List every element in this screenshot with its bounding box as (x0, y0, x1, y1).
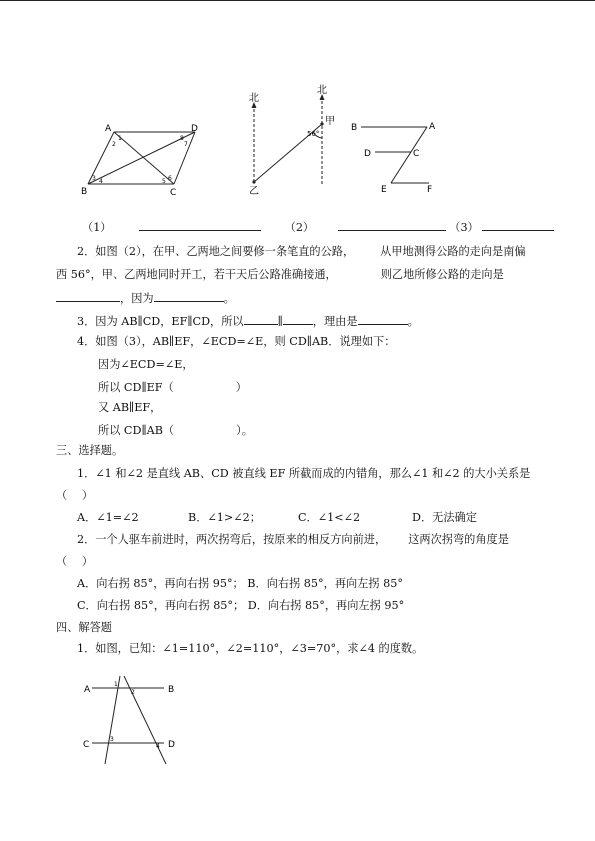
s4-q1-text: 1．如图，已知：∠1=110°，∠2=110°，∠3=70°，求∠4 的度数。 (77, 642, 424, 655)
figure-parallelogram (78, 118, 208, 198)
z-vertex-f-label: F (427, 185, 433, 195)
vertex-a-label: A (105, 124, 112, 134)
q4-step-2-text: 所以 CD∥EF（ (98, 381, 174, 394)
q4-title: 4．如图（3），AB∥EF，∠ECD=∠E，则 CD∥AB．说理如下： (77, 335, 396, 348)
line-a-label: A (84, 685, 91, 695)
q3-text-a: 3．因为 AB∥CD，EF∥CD，所以 (77, 315, 244, 328)
q4-step-2-close: ） (235, 381, 247, 394)
t-angle-4-label: 4 (156, 743, 160, 750)
s3-q2-options-ab[interactable]: A．向右拐 85°，再向右拐 95°； B．向右拐 85°，再向左拐 85° (77, 577, 403, 590)
s3-q1-option-d[interactable]: D．无法确定 (412, 511, 477, 524)
q2-text-2b: 则乙地所修公路的走向是 (380, 268, 504, 281)
s3-q2-options-cd[interactable]: C．向右拐 85°，再向右拐 85°； D．向右拐 85°，再向左拐 95° (77, 599, 405, 612)
q2-blank-reason[interactable] (154, 290, 224, 302)
q4-step-3: 又 AB∥EF， (98, 401, 162, 414)
q2-line-1 (77, 245, 526, 259)
q2-blank-direction[interactable] (56, 290, 120, 302)
q3-text-parallel: ∥ (277, 315, 283, 328)
line-c-label: C (83, 740, 90, 750)
point-yi-label: 乙 (249, 186, 259, 197)
s3-q2-text-a: 2．一个人驱车前进时，两次拐弯后，按原来的相反方向前进， (77, 533, 387, 546)
line-d-label: D (168, 740, 175, 750)
q2-text-1b: 从甲地测得公路的走向是南偏 (380, 245, 526, 258)
vertex-d-label: D (191, 124, 198, 134)
q4-step-4-text: 所以 CD∥AB（ (98, 424, 175, 437)
q3-line (77, 313, 419, 329)
q2-line-2 (56, 268, 504, 282)
q3-blank-3[interactable] (358, 313, 408, 325)
s3-q1-option-b[interactable]: B．∠1>∠2； (188, 511, 261, 524)
answer-label-1: （1） (82, 221, 112, 234)
angle-5-label: 5 (162, 178, 166, 185)
point-jia-label: 甲 (325, 116, 335, 127)
q4-step-2 (98, 379, 247, 395)
q4-step-4 (98, 422, 253, 438)
angle-4-label: 4 (99, 178, 103, 185)
q2-text-1a: 2．如图（2），在甲、乙两地之间要修一条笔直的公路， (77, 245, 355, 258)
z-vertex-e-label: E (381, 185, 387, 195)
angle-3-label: 3 (92, 175, 96, 182)
q4-blank-1[interactable] (174, 379, 236, 391)
angle-6-label: 6 (168, 175, 172, 182)
z-vertex-d-label: D (364, 149, 371, 159)
q3-blank-2[interactable] (283, 313, 313, 325)
z-vertex-c-label: C (413, 149, 420, 159)
q4-blank-2[interactable] (174, 422, 236, 434)
figure-bearing (240, 84, 340, 204)
s3-q1-text: 1．∠1 和∠2 是直线 AB、CD 被直线 EF 所截而成的内错角，那么∠1 和∠2 的大小关系是 (77, 467, 531, 480)
z-vertex-b-label: B (351, 123, 358, 133)
s3-q2-text (77, 533, 509, 547)
s3-q1-option-a[interactable]: A．∠1=∠2 (77, 511, 139, 524)
t-angle-2-label: 2 (131, 689, 135, 696)
s3-q2-paren: （ ） (56, 555, 94, 568)
q3-text-end: 。 (407, 315, 419, 328)
page-top-border (0, 0, 595, 1)
q2-text-end: 。 (223, 292, 235, 305)
q4-step-4-close: ）。 (236, 424, 253, 437)
q3-blank-1[interactable] (244, 313, 278, 325)
line-b-label: B (168, 685, 175, 695)
figure-z-shape (345, 115, 445, 200)
north-label-jia: 北 (317, 85, 327, 96)
angle-2-label: 2 (112, 141, 116, 148)
z-vertex-a-label: A (429, 122, 436, 132)
angle-1-label: 1 (118, 135, 122, 142)
vertex-c-label: C (170, 188, 177, 198)
s3-q2-text-b: 这两次拐弯的角度是 (408, 533, 509, 546)
answer-blank-2[interactable] (338, 219, 446, 231)
angle-7-label: 7 (184, 141, 188, 148)
north-label-yi: 北 (249, 93, 259, 104)
q4-step-1: 因为∠ECD=∠E， (98, 358, 194, 371)
t-angle-3-label: 3 (110, 736, 114, 743)
q3-text-reason: ，理由是 (312, 315, 358, 328)
q2-text-because: ，因为 (120, 292, 154, 305)
vertex-b-label: B (81, 187, 88, 197)
answer-label-2: （2） (284, 221, 315, 234)
section-4-title: 四、解答题 (56, 621, 112, 634)
figure-transversals (80, 672, 190, 772)
bearing-angle-label: 56° (307, 130, 320, 138)
answer-label-3: （3） (449, 221, 479, 234)
s3-q1-paren: （ ） (56, 489, 94, 502)
q2-line-3 (56, 290, 235, 306)
answer-blank-1[interactable] (139, 219, 261, 231)
answer-row (82, 219, 554, 235)
s3-q1-option-c[interactable]: C．∠1<∠2 (298, 511, 361, 524)
angle-8-label: 8 (180, 135, 184, 142)
t-angle-1-label: 1 (114, 681, 118, 688)
answer-blank-3[interactable] (482, 219, 554, 231)
q2-text-2a: 西 56°，甲、乙两地同时开工，若干天后公路准确接通， (56, 268, 337, 281)
section-3-title: 三、选择题。 (56, 444, 124, 457)
